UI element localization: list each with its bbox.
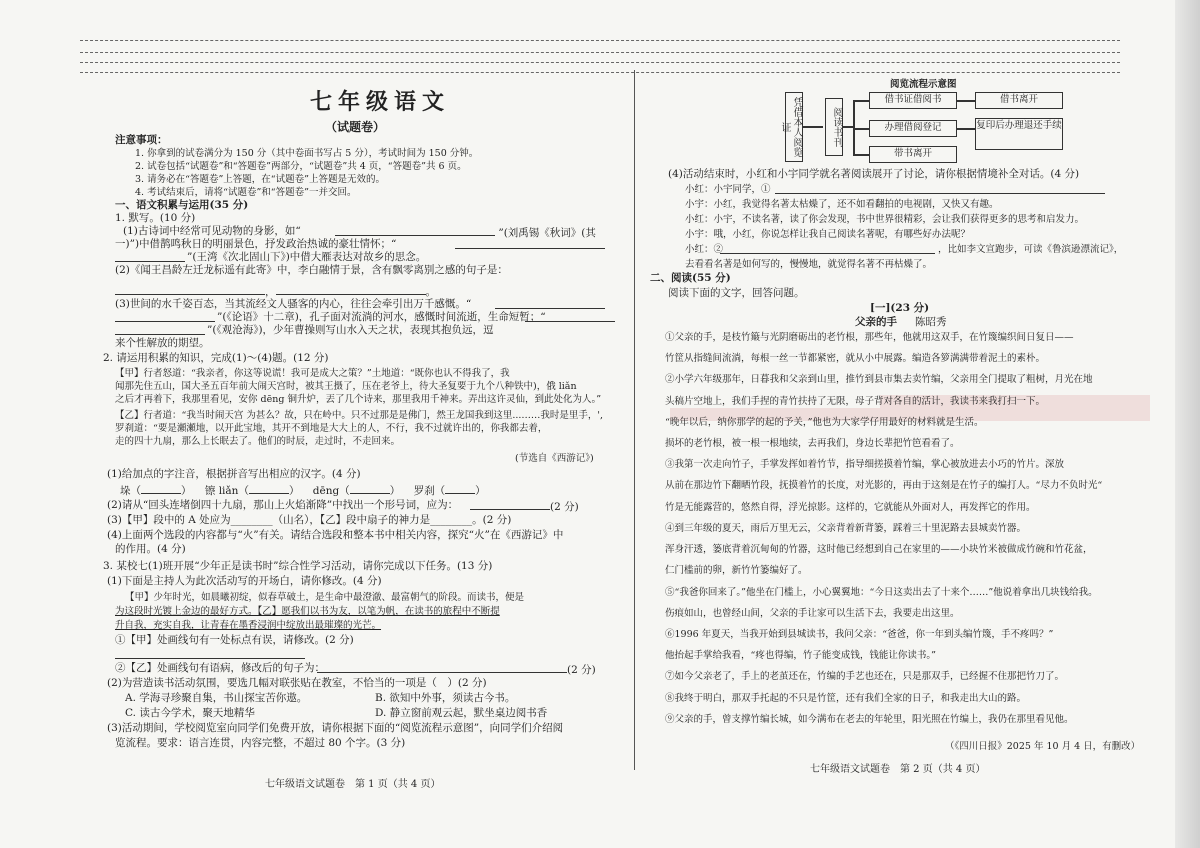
passage-line: 从前在那边竹下翻晒竹段，抚摸着竹的长度，对光影的，再由于这刻是在竹子的编打人。“尽力不负时光“: [665, 480, 1103, 492]
q1-line: ”(《论语》十二章)，孔子面对流淌的河水，感慨时间流逝，生命短暂；“: [217, 311, 546, 323]
q2-sub: (3)【甲】段中的 A 处应为________（山名），【乙】段中扇子的神力是________。(2 分): [107, 514, 512, 526]
passage-line: 头稿片空地上，我们手捏的青竹扶持了无限，母子背对各自的活计，我读书来我打扫一下。: [665, 395, 1046, 407]
option-b: B. 欲知中外事，须读古今书。: [375, 692, 516, 704]
notice-heading: 注意事项：: [115, 134, 168, 146]
exam-subtitle: （试题卷）: [325, 120, 386, 134]
score: (2 分): [567, 664, 596, 676]
passage-line: ②小学六年级那年，日暮我和父亲到山里，推竹到县市集去卖竹编，父亲用全门提取了粗树，月光在地: [665, 374, 1093, 386]
passage-author: 陈昭秀: [915, 316, 947, 328]
answer-blank: [115, 648, 305, 663]
flow-start-box: 凭借本人阅览证: [785, 92, 803, 162]
notice-line: 2. 试卷包括“试题卷”和“答题卷”两部分，“试题卷”共 4 页，“答题卷”共 6 页。: [135, 161, 467, 172]
passage-line: 伤痕如山，也曾经山间，父亲的手让家可以生活下去，我要走出这里。: [665, 607, 960, 619]
question-2: 2. 请运用积累的知识，完成(1)～(4)题。(12 分): [103, 352, 329, 364]
passage-heading: [一](23 分): [870, 302, 930, 314]
flow-mid-box: 阅读书刊: [825, 98, 843, 156]
dialogue-line: 小红：小宇同学，①: [685, 184, 771, 195]
flow-chart: [779, 78, 1075, 168]
flow-box-1: 借书证借阅书: [869, 92, 957, 109]
q1-line: (1)古诗词中经常可见动物的身影，如“: [123, 225, 301, 237]
page-1: [95, 0, 625, 848]
question-3: 3. 某校七(1)班开展“少年正是读书时”综合性学习活动，请你完成以下任务。(13 分): [103, 560, 493, 572]
passage-line: ⑤“我爸你回来了。”他坐在门槛上，小心翼翼地：“今日这卖出去了十来个……”他说着拿出几块钱给我。: [665, 586, 1098, 598]
passage-line: “晚年以后，纳你那学的起的予关，”他也为大家学仔用最好的材料就是生活。: [665, 416, 984, 428]
passage-line: ⑦如今父亲老了，手上的老茧还在，竹编的手艺也还在，只是那双手，已经握不住那把竹刀了。: [665, 671, 1065, 683]
q2-passage-line: 闻那先住五山，国大圣五百年前大闹天宫时，被其王摄了，压在老爷上，待大圣复要于九个八种铁中)，俄 liǎn: [115, 381, 577, 392]
q3-passage-line: 【甲】少年时光，如晨曦初绽，似春草破土，是生命中最澄澈、最富朝气的阶段。而读书，便是: [125, 592, 525, 603]
flow-box-4: 复印后办理退还手续: [975, 118, 1063, 150]
passage-line: ⑧我终于明白，那双手托起的不只是竹筐，还有我们全家的日子，和我走出大山的路。: [665, 692, 1027, 704]
dialogue-line: 小红：②: [685, 244, 724, 255]
page-footer: 七年级语文试题卷 第 1 页（共 4 页）: [265, 779, 441, 790]
passage-line: ③我第一次走向竹子，手掌发挥如着竹节，指导细搓摸着竹编，掌心被放进去小巧的竹片。深放: [665, 459, 1065, 471]
q1-line: ”(王湾《次北固山下》)中借大雁表达对故乡的思念。: [187, 251, 427, 263]
notice-line: 1. 你拿到的试卷满分为 150 分（其中卷面书写占 5 分），考试时间为 150 分钟。: [135, 148, 479, 159]
passage-line: 浑身汗透，篓底背着沉甸甸的竹器，这时他已经想到自己在家里的——小块竹米被做成竹碗和竹花盆，: [665, 544, 1093, 556]
q3-passage-line: [115, 605, 620, 618]
section-heading: 二、阅读(55 分): [650, 272, 731, 284]
notice-line: 4. 考试结束后，请将“试题卷”和“答题卷”一并交回。: [135, 187, 357, 198]
flow-connector: [803, 126, 823, 128]
flow-box-2: 办理借阅登记: [869, 120, 957, 137]
q3-sub: (1)下面是主持人为此次活动写的开场白，请你修改。(4 分): [107, 575, 382, 587]
q2-passage-line: 【乙】行者道：“我当时闹天宫 为甚么？故，只在岭中。只不过那是是佛门，然王龙国我到这里...……我时是里手，',: [115, 410, 604, 421]
passage-source: （《四川日报》2025 年 10 月 4 日，有删改）: [945, 741, 1141, 752]
q1-line: (2)《闻王昌龄左迁龙标遥有此寄》中，李白融情于景，含有飘零离别之感的句子是：: [115, 264, 508, 276]
flow-box-3: 带书离开: [869, 146, 957, 163]
q2-passage-line: 之后才再着下，我那里看见，安你 dēng 铜升炉，丟了几个诗来，那里我用千神来。弄出这许灵仙，到此处化为人。”: [115, 394, 602, 405]
section-heading: 一、语文积累与运用(35 分): [115, 199, 249, 211]
q3-task: ①【甲】处画线句有一处标点有误，请修改。(2 分): [115, 634, 354, 646]
passage-line: ④到三年级的夏天，雨后万里无云，父亲背着新背篓，踩着三十里泥路去县城卖竹器。: [665, 522, 1027, 534]
answer-blank: [525, 311, 615, 326]
q2-sub: (2)请从“回头连堵倒四十九扇，那山上火焰渐降”中找出一个形号词，应为：: [107, 499, 459, 511]
pinyin-d: 罗刹: [413, 485, 435, 497]
q1-line: ”(刘禹锡《秋词》(其: [335, 225, 596, 240]
q3-task: ②【乙】处画线句有语病，修改后的句子为：: [115, 662, 325, 674]
answer-blank: [317, 662, 596, 677]
q2-source: (节选自《西游记》): [515, 453, 594, 464]
flow-connector: [853, 128, 869, 130]
dialogue-line: 去看看名著是如何写的，慢慢地，就觉得名著不再枯燥了。: [685, 259, 933, 270]
page-footer: 七年级语文试题卷 第 2 页（共 4 页）: [810, 764, 986, 775]
page-edge: [1175, 0, 1200, 848]
question-1: 1. 默写。(10 分): [115, 212, 196, 224]
pinyin-c: dēng: [312, 485, 340, 497]
passage-line: ⑥1996 年夏天，当我开始到县城读书，我问父亲：“爸爸，你一年到头编竹篾，手不疼吗？”: [665, 628, 1054, 640]
q2-sub: 的作用。(4 分): [115, 543, 186, 555]
passage-line: 竹筐从指缝间流淌，每根一丝一节都紧密，就从小中展露。编造各箩满满带着泥土的素朴。: [665, 353, 1046, 365]
q2-passage-line: 【甲】行者怒道：“我亲者，你这等说谎！我可是成大之策？”土地道：“既你也认不得我了，我: [115, 368, 510, 379]
passage-line: 仁门槛前的卵，新竹竹篓编好了。: [665, 565, 808, 577]
q2-sub: (1)给加点的字注音，根据拼音写出相应的汉字。(4 分): [107, 468, 361, 480]
flow-connector: [957, 100, 975, 102]
dialogue-line: 小宇：小红，我觉得名著太枯燥了，还不如看翻拍的电视剧，又快又有趣。: [685, 199, 999, 210]
option-c: C. 读古今学术，聚天地精华: [125, 707, 255, 719]
option-d: D. 静立窗前观云起，默坐桌边阅书香: [375, 707, 548, 719]
answer-blank: [720, 243, 935, 258]
dialogue-tail: ，比如李文宣跑步，可读《鲁滨逊漂流记》，: [938, 244, 1124, 255]
q3-task: (2)为营造读书活动氛围，要选几幅对联张贴在教室，不恰当的一项是（ ）(2 分): [107, 677, 487, 689]
pinyin-row: 垛（ ） 镲 liǎn（ ） dēng（ ） 罗刹（ ）: [120, 485, 486, 497]
column-divider: [634, 70, 635, 770]
q2-passage-line: 罗刹道：“要是瀬瀬地，以开此宝地，其开不到地是大大上的人，不行，我不过就许出的，你我都去着，: [115, 423, 548, 434]
passage-title: 父亲的手: [855, 316, 897, 328]
pinyin-a: 垛: [120, 485, 131, 497]
q3-passage-line: [115, 619, 620, 632]
dialogue-line: 小宇：哦，小红，你说怎样让我自己阅读名著呢，有哪些好办法呢？: [685, 229, 971, 240]
q1-line: ”(《观沧海》)，少年曹操则写山水入天之状，表现其抱负远，逗: [207, 324, 494, 336]
dialogue-line: 小红：小宇，不读名著，读了你会发现，书中世界很精彩，会让我们获得更多的思考和启发力。: [685, 214, 1085, 225]
underlined-sentence: 升自我，充实自我，让青春在墨香浸润中绽放出最璀璨的光芒。: [115, 620, 382, 631]
q2-sub-score: [470, 499, 579, 514]
answer-blank: [455, 238, 605, 253]
pinyin-b: 镲 liǎn: [204, 485, 239, 497]
passage-line: ①父亲的手，是枝竹簸与光阴磨砺出的老竹根，那些年，他就用这双手，在竹篾编织间日复日——: [665, 332, 1074, 343]
passage-line: 损坏的老竹根，被一根一根地续，去再我们，身边长辈把竹笆看看了。: [665, 438, 960, 450]
flow-connector: [957, 128, 975, 130]
q2-passage-line: 走的四十九扇，那么上长眠去了。他们的时辰，走过时，不走回来。: [115, 436, 401, 447]
q1-line: 来个性解放的期望。: [115, 337, 210, 349]
answer-blank: [775, 183, 1105, 198]
page-2: [640, 0, 1160, 848]
option-a: A. 学海寻珍聚自集，书山探宝苦你遨。: [125, 692, 308, 704]
passage-line: 他抬起手掌给我看，“疼也得编，竹子能变成钱，钱能让你读书。”: [665, 650, 936, 662]
answer-blank: ， 。: [115, 284, 436, 299]
q1-line: (3)世间的水千姿百态，当其流经文人骚客的内心，往往会牵引出万千感慨。“: [115, 298, 472, 310]
q3-sub: 览流程。要求：语言连贯，内容完整，不超过 80 个字。(3 分): [115, 737, 406, 749]
flow-title: 阅览流程示意图: [890, 79, 957, 90]
section-intro: 阅读下面的文字，回答问题。: [668, 287, 805, 299]
underlined-sentence: 为这段时光镀上金边的最好方式。【乙】愿我们以书为友，以笔为帆，在读书的旅程中不断提: [115, 606, 500, 617]
score: (2 分): [550, 501, 579, 513]
flow-connector: [853, 100, 869, 102]
exam-title: 七年级语文: [310, 89, 451, 115]
passage-line: ⑨父亲的手，曾支撑竹编长城，如今满布在老去的年轮里，阳光照在竹编上，我仍在那里看见他。: [665, 713, 1074, 725]
flow-box-5: 借书离开: [975, 92, 1063, 109]
q3-sub: (3)活动期间，学校阅览室向同学们免费开放，请你根据下面的“阅览流程示意图”，向同学们介绍阅: [107, 722, 564, 734]
notice-line: 3. 请务必在“答题卷”上答题，在“试题卷”上答题是无效的。: [135, 174, 386, 185]
flow-connector: [853, 154, 869, 156]
q1-line: 一)”)中借鹊鸣秋日的明丽景色，抒发政治热诚的豪壮情怀；“: [115, 238, 397, 250]
q4-intro: (4)活动结束时，小红和小宇同学就名著阅读展开了讨论，请你根据情境补全对话。(4 分): [668, 168, 1080, 180]
passage-line: 竹是无能露营的，悠然自得，浮光掠影。这样的，它就能从外面对人，再发挥它的作用。: [665, 501, 1036, 513]
q2-sub: (4)上面两个选段的内容都与“火”有关。请结合选段和整本书中相关内容，探究“火”在《西游记》中: [107, 529, 564, 541]
